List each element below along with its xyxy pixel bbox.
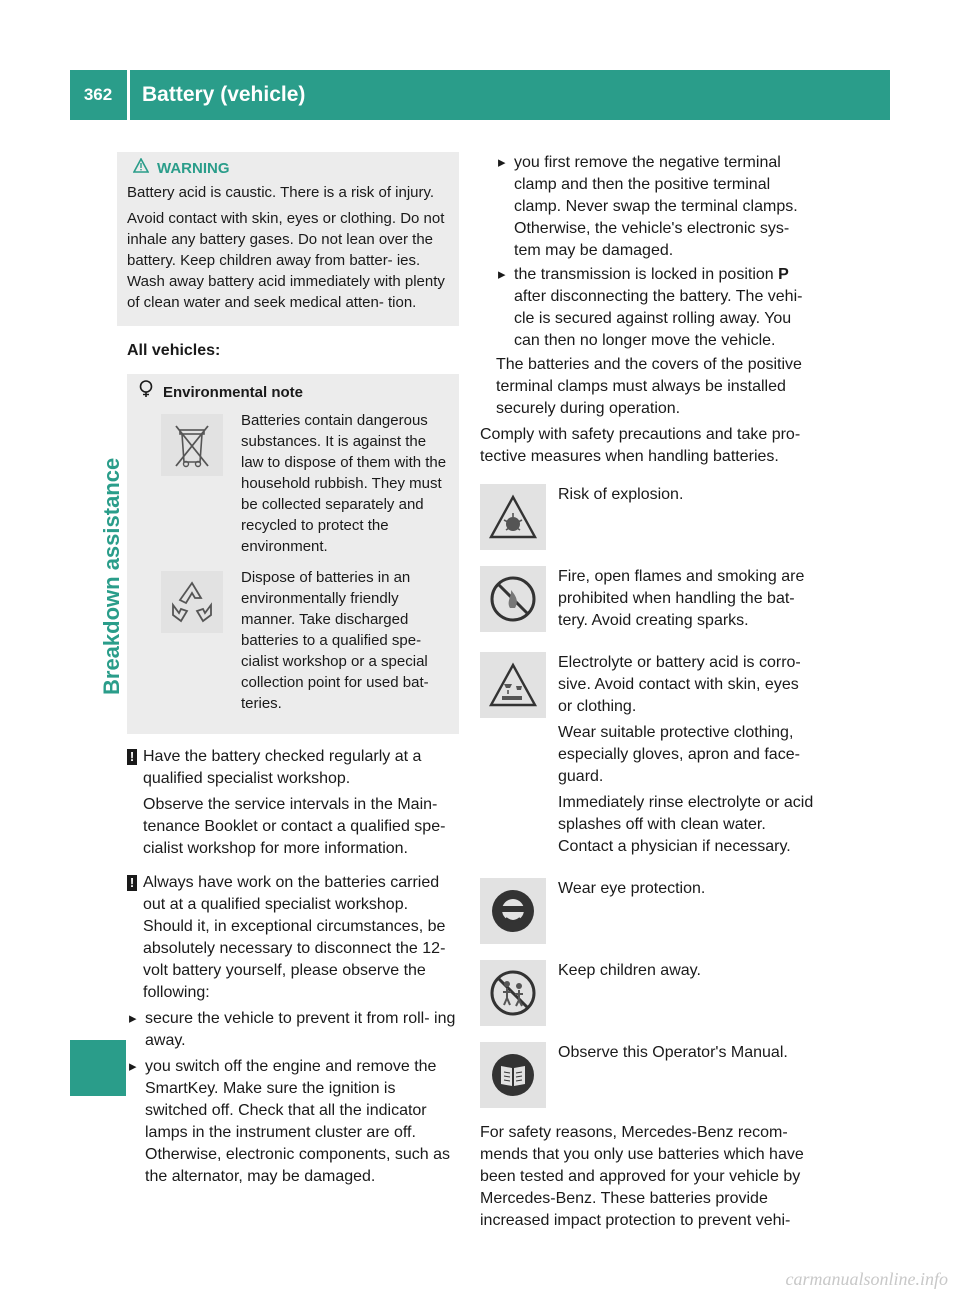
page-title: Battery (vehicle) bbox=[142, 83, 306, 106]
paragraph: Comply with safety precautions and take pro- tective measures when handling batteries. bbox=[480, 426, 801, 465]
list-item: ▸ you switch off the engine and remove the SmartKey. Make sure the ignition is switched off. Check that all the indicator lamps in the instrument cluster are off. Otherwise, electronic components, such as the alternator, may be damaged. bbox=[127, 1056, 459, 1188]
left-column bbox=[117, 152, 459, 1192]
symbol-description: Fire, open flames and smoking are prohibited when handling the bat- tery. Avoid creating sparks. bbox=[558, 568, 805, 629]
section-side-label bbox=[84, 105, 124, 695]
safety-symbol-text bbox=[558, 878, 705, 944]
safety-symbol-text bbox=[558, 566, 814, 636]
right-column bbox=[480, 152, 814, 1236]
symbol-description: Immediately rinse electrolyte or acid splashes off with clean water. Contact a physician if necessary. bbox=[558, 794, 814, 855]
note-paragraph: Always have work on the batteries carried out at a qualified specialist workshop. Should it, in exceptional circumstances, be absolutely necessary to disconnect the 12- volt battery yourself, please observe the following: bbox=[143, 874, 446, 1001]
safety-symbol-row bbox=[480, 566, 814, 636]
corrosive-warning-icon bbox=[480, 652, 546, 718]
operator-manual-icon bbox=[480, 1042, 546, 1108]
symbol-description: Wear suitable protective clothing, especially gloves, apron and face- guard. bbox=[558, 724, 800, 785]
eye-protection-icon bbox=[480, 878, 546, 944]
note-paragraph: Observe the service intervals in the Main- tenance Booklet or contact a qualified spe- cialist workshop for more information. bbox=[143, 796, 446, 857]
warning-paragraph: Battery acid is caustic. There is a risk of injury. bbox=[127, 184, 435, 201]
list-item-text: the transmission is locked in position bbox=[514, 266, 779, 283]
list-item: ▸ secure the vehicle to prevent it from roll- ing away. bbox=[127, 1008, 459, 1052]
warning-title-row bbox=[127, 158, 451, 179]
keep-children-away-icon bbox=[480, 960, 546, 1026]
environmental-note-title: Environmental note bbox=[163, 383, 304, 401]
warning-title: WARNING bbox=[157, 160, 230, 177]
section-label-text: Breakdown assistance bbox=[99, 457, 124, 695]
safety-symbol-text bbox=[558, 484, 683, 550]
gear-position-label: P bbox=[778, 266, 789, 283]
safety-symbol-row bbox=[480, 960, 814, 1026]
note-block bbox=[117, 746, 459, 860]
note-paragraph: Have the battery checked regularly at a qualified specialist workshop. bbox=[143, 748, 422, 787]
watermark-url[interactable]: carmanualsonline.info bbox=[785, 1269, 948, 1289]
bullet-list bbox=[127, 1008, 459, 1188]
exclamation-icon: ! bbox=[127, 749, 137, 765]
safety-symbol-text bbox=[558, 960, 701, 1026]
symbol-description: Risk of explosion. bbox=[558, 486, 684, 503]
no-fire-icon bbox=[480, 566, 546, 632]
warning-box bbox=[117, 152, 459, 326]
header-divider bbox=[127, 70, 130, 120]
list-item-text: after disconnecting the battery. The vehi- cle is secured against rolling away. You can then no longer move the vehicle. bbox=[514, 288, 803, 349]
safety-symbol-row bbox=[480, 484, 814, 550]
safety-symbol-row bbox=[480, 878, 814, 944]
symbol-description: Keep children away. bbox=[558, 962, 701, 979]
safety-symbol-row bbox=[480, 1042, 814, 1108]
environmental-note-text: Batteries contain dangerous substances. It is against the law to dispose of them with the household rubbish. They must be collected separately and recycled to protect the environment. bbox=[241, 412, 447, 555]
paragraph: The batteries and the covers of the positive terminal clamps must always be installed securely during operation. bbox=[496, 356, 802, 417]
symbol-description: Wear eye protection. bbox=[558, 880, 706, 897]
lightbulb-icon bbox=[139, 380, 153, 404]
recycle-icon bbox=[161, 571, 223, 633]
bullet-list bbox=[480, 152, 814, 352]
paragraph: For safety reasons, Mercedes-Benz recom- mends that you only use batteries which have been tested and approved for your vehicle by Mercedes-Benz. These batteries provide increased impact protection to prevent vehi- bbox=[480, 1124, 804, 1229]
list-item bbox=[496, 264, 814, 352]
safety-symbol-text bbox=[558, 652, 814, 862]
exclamation-icon: ! bbox=[127, 875, 137, 891]
symbol-description: Observe this Operator's Manual. bbox=[558, 1044, 788, 1061]
crossed-out-bin-icon bbox=[161, 414, 223, 476]
explosion-warning-icon bbox=[480, 484, 546, 550]
environmental-note-box bbox=[127, 374, 459, 734]
note-block bbox=[117, 872, 459, 1004]
all-vehicles-heading: All vehicles: bbox=[127, 342, 221, 359]
warning-triangle-icon bbox=[133, 158, 149, 179]
page-header bbox=[70, 70, 890, 120]
page-number: 362 bbox=[83, 85, 113, 104]
environmental-note-title-row bbox=[139, 380, 447, 404]
environmental-note-item bbox=[139, 410, 447, 557]
warning-paragraph: Avoid contact with skin, eyes or clothing. Do not inhale any battery gases. Do not lean over the battery. Keep children away from batter- ies. Wash away battery acid immediately with plenty of clean water and seek medical atten- tion. bbox=[127, 210, 445, 311]
environmental-note-item bbox=[139, 567, 447, 714]
safety-symbol-text bbox=[558, 1042, 788, 1108]
symbol-description: Electrolyte or battery acid is corro- sive. Avoid contact with skin, eyes or clothing. bbox=[558, 654, 801, 715]
safety-symbol-row bbox=[480, 652, 814, 862]
list-item: ▸ you first remove the negative terminal clamp and then the positive terminal clamp. Never swap the terminal clamps. Otherwise, the vehicle's electronic sys- tem may be damaged. bbox=[496, 152, 814, 262]
environmental-note-text: Dispose of batteries in an environmentally friendly manner. Take discharged batteries to a qualified spe- cialist workshop or a special collection point for used bat- teries. bbox=[241, 569, 429, 712]
